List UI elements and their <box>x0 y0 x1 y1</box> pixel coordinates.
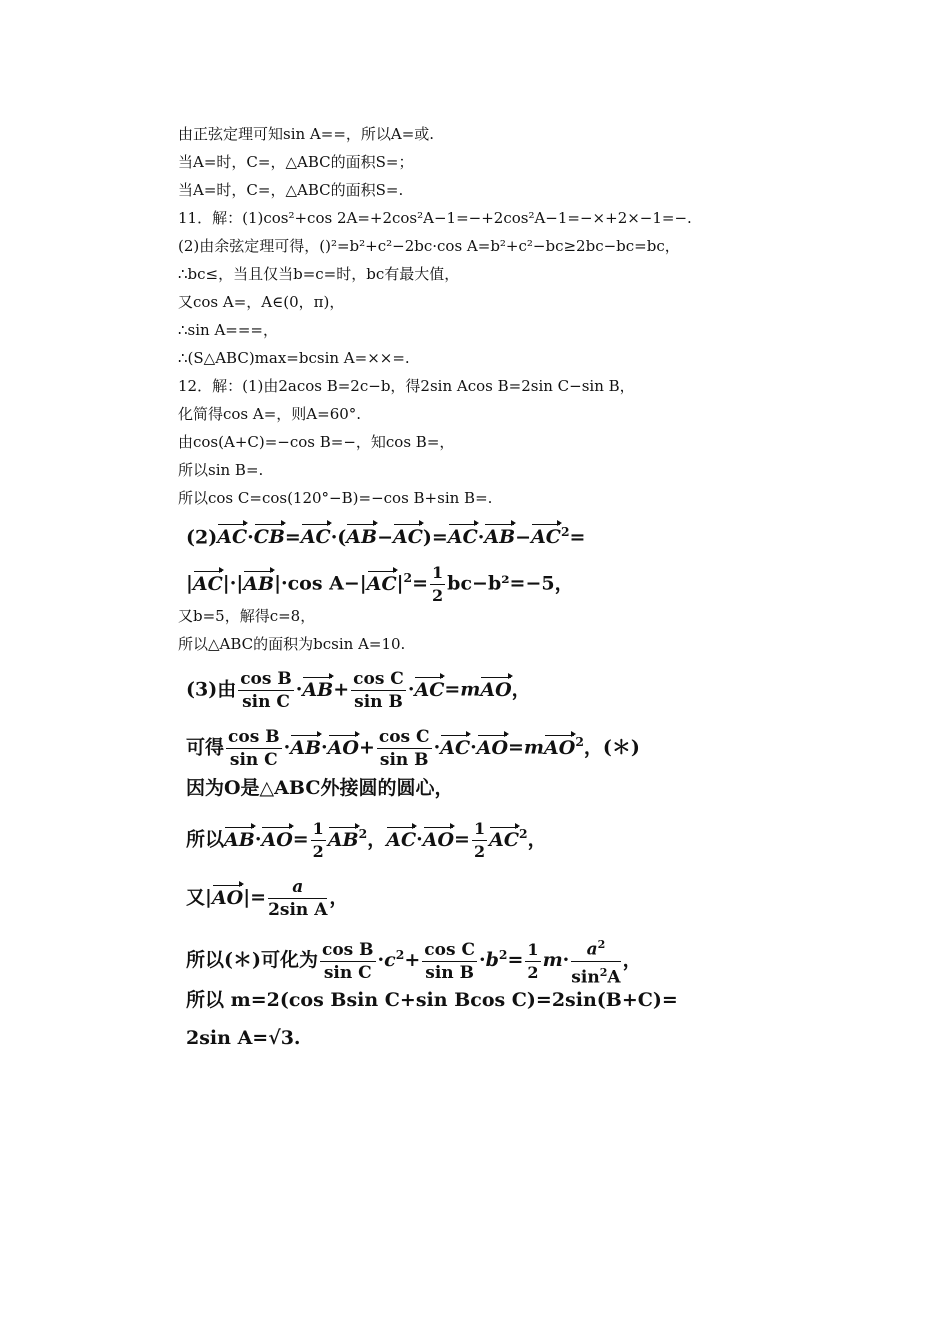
text-line: ∴bc≤，当且仅当b=c=时，bc有最大值， <box>178 265 460 283</box>
text-line: 所以cos C=cos(120°−B)=−cos B+sin B=. <box>178 489 493 507</box>
formula-line: $(2)AC\cdot CB=AC\cdot(AB-AC)=AC\cdot AB-AC^2=$ <box>186 518 585 551</box>
formula-line: (3)由 $\frac{\text{cos B}}{\text{sin C}}$ ·AB+ $\frac{\text{cos C}}{\text{sin B}}$ ·AC=mAO， <box>186 669 531 712</box>
text-line: ∴sin A===， <box>178 321 279 339</box>
formula-line: 又|AO|= $\frac{a}{\text{2sin A}}$ ， <box>186 877 349 920</box>
text-line: 又cos A=，A∈(0，π)， <box>178 293 345 311</box>
formula-line: 可得 $\frac{\text{cos B}}{\text{sin C}}$ ·AB·AO+ $\frac{\text{cos C}}{\text{sin B}}$ ·AC·AO=mAO$^2$，(＊) <box>186 727 640 770</box>
formula-line: 所以(＊)可化为 $\frac{\text{cos B}}{\text{sin C}}$ $\cdot c^2+$ $\frac{\text{cos C}}{\text{sin B}}$ $\cdot b^2=$ $\frac{1}{2}$ m· $\frac{a^2}{\sin^2A}$ ， <box>186 934 642 988</box>
text-line: 由正弦定理可知sin A==，所以A=或. <box>178 125 435 143</box>
text-line: 当A=时，C=，△ABC的面积S=； <box>178 153 414 171</box>
formula-line: 2sin A=√3. <box>186 1027 301 1049</box>
formula-line: |AC|·|AB|·cos $A-|AC|^2=$ $\frac{1}{2}$ bc−b²=−5， <box>186 563 574 605</box>
text-line: 又b=5，解得c=8， <box>178 607 316 625</box>
formula-line: 所以AB·AO= $\frac{1}{2}$ $AB^2$，AC·AO= $\frac{1}{2}$ $AC^2$， <box>186 819 547 861</box>
text-line: 当A=时，C=，△ABC的面积S=. <box>178 181 404 199</box>
text-line: 11．解：(1)cos²+cos 2A=+2cos²A−1=−+2cos²A−1=−×+2×−1=−. <box>178 209 692 227</box>
text-line: 由cos(A+C)=−cos B=−，知cos B=， <box>178 433 455 451</box>
text-line: 12．解：(1)由2acos B=2c−b，得2sin Acos B=2sin C−sin B， <box>178 377 635 395</box>
text-line: 所以sin B=. <box>178 461 264 479</box>
formula-line: 所以 m=2(cos Bsin C+sin Bcos C)=2sin(B+C)= <box>186 989 678 1011</box>
text-line: ∴(S△ABC)max=bcsin A=××=. <box>178 349 410 367</box>
text-line: (2)由余弦定理可得，()²=b²+c²−2bc·cos A=b²+c²−bc≥2bc−bc=bc， <box>178 237 680 255</box>
formula-line: 因为O是△ABC外接圆的圆心， <box>186 777 454 799</box>
text-line: 化简得cos A=，则A=60°. <box>178 405 362 423</box>
text-line: 所以△ABC的面积为bcsin A=10. <box>178 635 406 653</box>
